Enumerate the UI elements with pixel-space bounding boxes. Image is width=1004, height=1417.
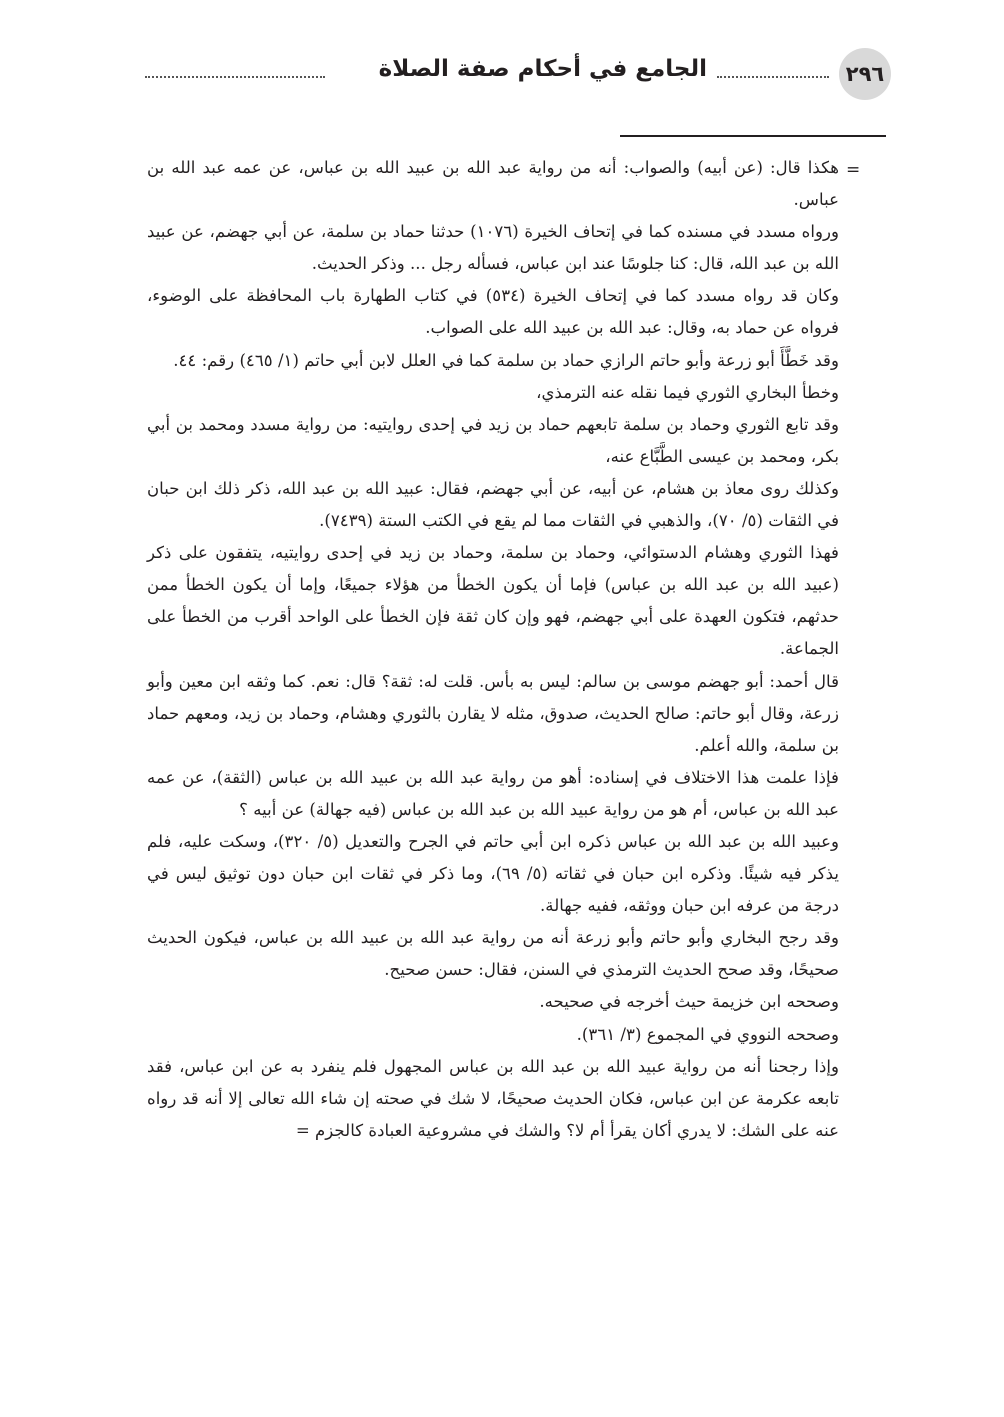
footnote-paragraph: وكان قد رواه مسدد كما في إتحاف الخيرة (٥٣٤) في كتاب الطهارة باب المحافظة على الوضوء، فرواه عن حماد به، وقال: عبد الله بن عبيد الله على الصواب. [147, 286, 839, 338]
footnote-paragraph: فإذا علمت هذا الاختلاف في إسناده: أهو من رواية عبد الله بن عبيد الله بن عباس (الثقة)، عن عمه عبد الله بن عباس، أم هو من رواية عبيد الله بن عبد الله بن عباس (فيه جهالة) عن أبيه ؟ [147, 767, 839, 819]
footnote-paragraph: فهذا الثوري وهشام الدستوائي، وحماد بن سلمة، وحماد بن زيد في إحدى روايتيه، يتفقون على ذكر (عبيد الله بن عبد الله بن عباس) فإما أن يكون الخطأ من هؤلاء جميعًا، وإما أن يكون الخطأ ممن حدثهم، فتكون العهدة على أبي جهضم، فهو وإن كان ثقة فإن الخطأ على الواحد أقرب من الخطأ على الجماعة. [147, 543, 839, 659]
footnote-paragraph: وصححه ابن خزيمة حيث أخرجه في صحيحه. [539, 992, 839, 1012]
footnote-paragraph: وعبيد الله بن عبد الله بن عباس ذكره ابن أبي حاتم في الجرح والتعديل (٥/ ٣٢٠)، وسكت عليه، فلم يذكر فيه شيئًا. وذكره ابن حبان في ثقاته (٥/ ٦٩)، وما ذكر في ثقات ابن حبان دون توثيق ليس في درجة من عرفه ابن حبان ووثقه، ففيه جهالة. [147, 831, 839, 916]
footnote-paragraph: وقد خَطَّأَ أبو زرعة وأبو حاتم الرازي حماد بن سلمة كما في العلل لابن أبي حاتم (١/ ٤٦٥) رقم: ٤٤. [173, 350, 839, 370]
footnote-separator-rule [620, 135, 886, 137]
page-number: ٢٩٦ [839, 48, 891, 100]
footnote-body [147, 152, 839, 1147]
footnote-paragraph: ورواه مسدد في مسنده كما في إتحاف الخيرة (١٠٧٦) حدثنا حماد بن سلمة، عن أبي جهضم، عن عبيد الله بن عبد الله، قال: كنا جلوسًا عند ابن عباس، فسأله رجل ... وذكر الحديث. [147, 222, 839, 274]
footnote-paragraph: وكذلك روى معاذ بن هشام، عن أبيه، عن أبي جهضم، فقال: عبيد الله بن عبد الله، ذكر ذلك ابن حبان في الثقات (٥/ ٧٠)، والذهبي في الثقات مما لم يقع في الكتب الستة (٧٤٣٩). [147, 478, 839, 531]
footnote-paragraph: وقد تابع الثوري وحماد بن سلمة تابعهم حماد بن زيد في إحدى روايتيه: من رواية مسدد ومحمد بن أبي بكر، ومحمد بن عيسى الطَّبَّاع عنه، [147, 414, 839, 466]
footnote-paragraph: وإذا رجحنا أنه من رواية عبيد الله بن عبد الله بن عباس المجهول فلم ينفرد به عن ابن عباس، فقد تابعه عكرمة عن ابن عباس، فكان الحديث صحيحًا، لا شك في صحته إن شاء الله تعالى إلا أنه قد رواه عنه على الشك: لا يدري أكان يقرأ أم لا؟ والشك في مشروعية العبادة كالجزم = [147, 1056, 839, 1140]
footnote-paragraph: وقد رجح البخاري وأبو حاتم وأبو زرعة أنه من رواية عبد الله بن عبيد الله بن عباس، فيكون الحديث صحيحًا، وقد صحح الحديث الترمذي في السنن، فقال: حسن صحيح. [147, 928, 839, 980]
page-header [145, 48, 891, 100]
footnote-paragraph: هكذا قال: (عن أبيه) والصواب: أنه من رواية عبد الله بن عبيد الله بن عباس، عن عمه عبد الله بن عباس. [147, 158, 839, 210]
footnote-paragraph: قال أحمد: أبو جهضم موسى بن سالم: ليس به بأس. قلت له: ثقة؟ قال: نعم. كما وثقه ابن معين وأبو زرعة، وقال أبو حاتم: صالح الحديث، صدوق، مثله لا يقارن بالثوري وهشام، وحماد بن زيد، ومعهم حماد بن سلمة، والله أعلم. [147, 671, 839, 755]
running-title: الجامع في أحكام صفة الصلاة [378, 56, 707, 82]
footnote-paragraph: وخطأ البخاري الثوري فيما نقله عنه الترمذي، [536, 382, 839, 402]
header-dotted-leader-left [145, 76, 325, 78]
continuation-marker: = [846, 160, 861, 180]
footnote-paragraph: وصححه النووي في المجموع (٣/ ٣٦١). [576, 1024, 839, 1044]
header-dotted-leader-right [717, 76, 829, 78]
